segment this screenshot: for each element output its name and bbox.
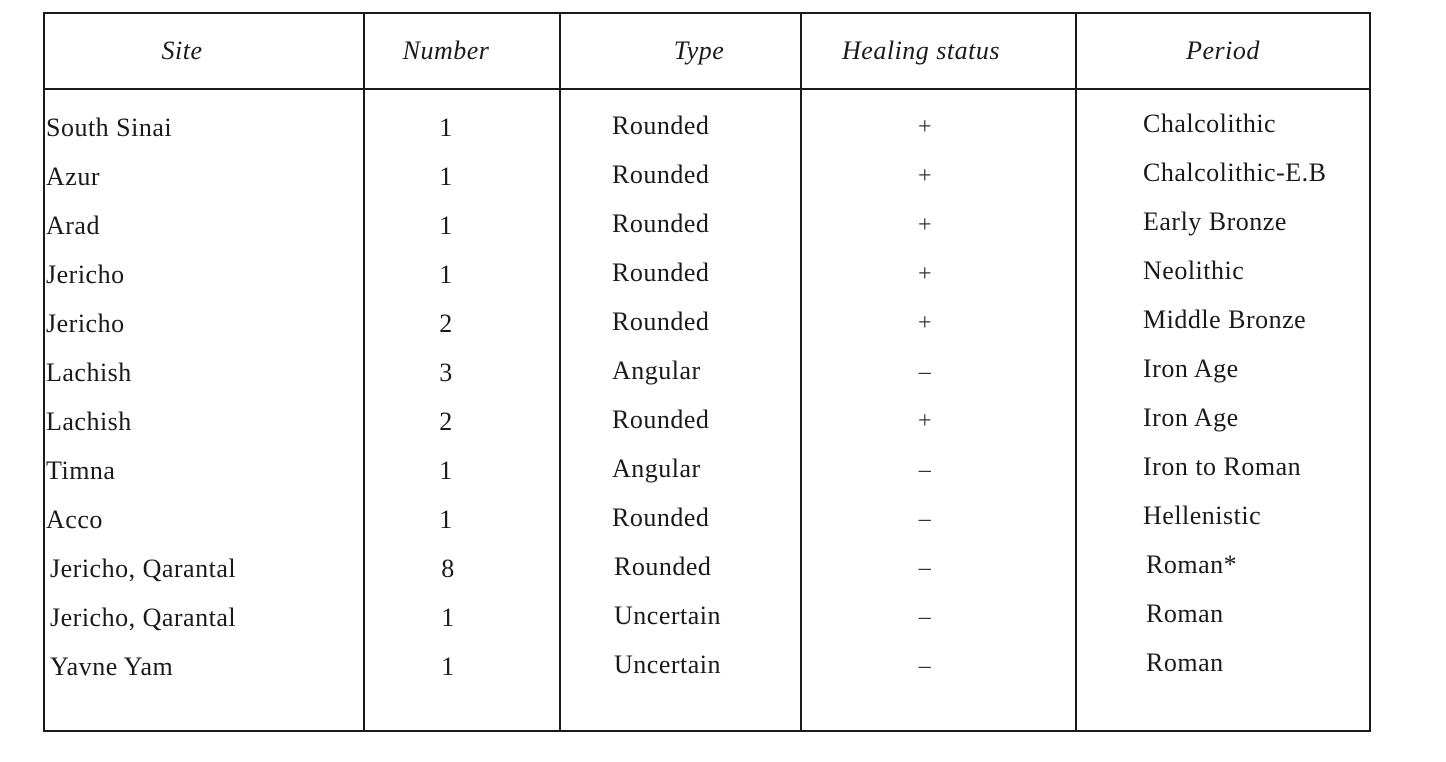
cell-site: Timna: [46, 456, 116, 485]
cell-healing-status: +: [917, 114, 933, 140]
cell-site: Acco: [46, 505, 103, 534]
cell-site: Yavne Yam: [50, 652, 174, 681]
cell-healing-status: +: [917, 212, 933, 238]
cell-period: Iron Age: [1143, 403, 1239, 432]
cell-number: 1: [439, 260, 453, 289]
cell-healing-status: –: [918, 555, 932, 581]
data-table: [43, 12, 1371, 732]
cell-type: Rounded: [612, 503, 710, 532]
cell-number: 1: [439, 211, 453, 240]
cell-period: Chalcolithic-E.B: [1143, 158, 1327, 187]
cell-type: Rounded: [612, 160, 710, 189]
cell-period: Middle Bronze: [1143, 305, 1307, 334]
cell-period: Iron to Roman: [1143, 452, 1302, 481]
cell-site: Jericho: [46, 309, 125, 338]
column-divider: [1075, 14, 1077, 730]
cell-site: Lachish: [46, 407, 132, 436]
cell-period: Iron Age: [1143, 354, 1239, 383]
cell-type: Angular: [612, 356, 701, 385]
cell-site: Jericho, Qarantal: [50, 603, 237, 632]
cell-healing-status: +: [917, 163, 933, 189]
cell-type: Uncertain: [614, 601, 722, 630]
cell-type: Rounded: [612, 307, 710, 336]
cell-healing-status: +: [917, 408, 933, 434]
cell-healing-status: –: [918, 457, 932, 483]
cell-number: 1: [439, 505, 453, 534]
cell-site: South Sinai: [46, 113, 173, 142]
header-number: Number: [402, 36, 490, 65]
cell-number: 8: [441, 554, 455, 583]
cell-type: Rounded: [612, 258, 710, 287]
cell-healing-status: –: [918, 506, 932, 532]
cell-type: Rounded: [612, 111, 710, 140]
cell-healing-status: –: [918, 359, 932, 385]
cell-type: Uncertain: [614, 650, 722, 679]
cell-site: Azur: [46, 162, 100, 191]
cell-type: Rounded: [614, 552, 712, 581]
column-divider: [363, 14, 365, 730]
cell-type: Rounded: [612, 209, 710, 238]
cell-period: Roman*: [1146, 550, 1238, 579]
cell-period: Neolithic: [1143, 256, 1245, 285]
cell-period: Roman: [1146, 648, 1224, 677]
column-divider: [800, 14, 802, 730]
cell-number: 1: [441, 652, 455, 681]
cell-number: 1: [441, 603, 455, 632]
cell-type: Angular: [612, 454, 701, 483]
cell-site: Jericho, Qarantal: [50, 554, 237, 583]
header-site: Site: [161, 36, 203, 65]
cell-site: Arad: [46, 211, 100, 240]
cell-site: Lachish: [46, 358, 132, 387]
cell-period: Roman: [1146, 599, 1224, 628]
cell-number: 2: [439, 407, 453, 436]
header-period: Period: [1186, 36, 1260, 65]
cell-period: Early Bronze: [1143, 207, 1287, 236]
cell-healing-status: –: [918, 653, 932, 679]
cell-healing-status: +: [917, 310, 933, 336]
cell-number: 1: [439, 456, 453, 485]
column-divider: [559, 14, 561, 730]
cell-period: Hellenistic: [1143, 501, 1262, 530]
cell-type: Rounded: [612, 405, 710, 434]
cell-healing-status: +: [917, 261, 933, 287]
cell-site: Jericho: [46, 260, 125, 289]
cell-number: 1: [439, 162, 453, 191]
header-type: Type: [673, 36, 725, 65]
cell-healing-status: –: [918, 604, 932, 630]
cell-period: Chalcolithic: [1143, 109, 1277, 138]
header-rule: [45, 88, 1369, 90]
cell-number: 3: [439, 358, 453, 387]
header-healing-status: Healing status: [842, 36, 1000, 65]
cell-number: 1: [439, 113, 453, 142]
cell-number: 2: [439, 309, 453, 338]
